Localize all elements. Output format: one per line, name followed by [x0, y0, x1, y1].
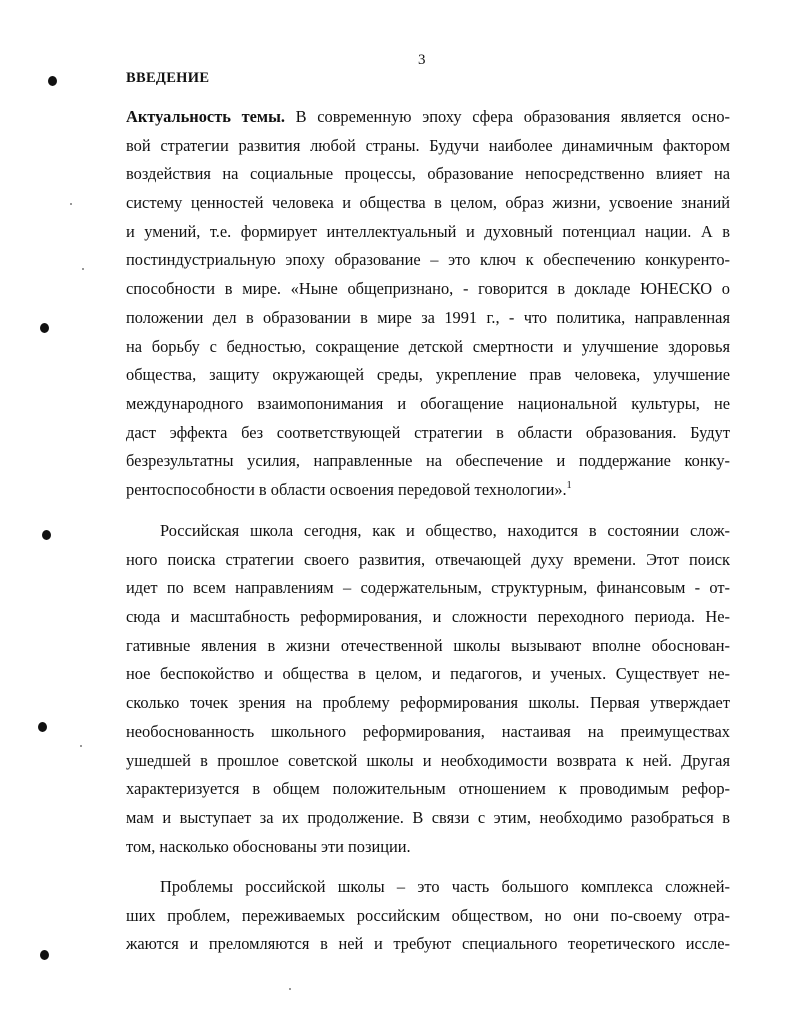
text-line: сколько точек зрения на проблему реформирования школы. Первая утверждает: [126, 693, 730, 713]
punch-hole: [42, 530, 51, 540]
text-line: сюда и масштабность реформирования, и сложности переходного периода. Не-: [126, 607, 730, 627]
text-line: жаются и преломляются в ней и требуют специального теоретического иссле-: [126, 934, 730, 954]
text-line: ное беспокойство и общества в целом, и педагогов, и ученых. Существует не-: [126, 664, 730, 684]
paragraph-relevance: [126, 103, 730, 505]
text-line: характеризуется в общем положительным отношением к проводимым рефор-: [126, 779, 730, 799]
text-line: безрезультатны усилия, направленные на обеспечение и поддержание конку-: [126, 451, 730, 471]
text-line: Актуальность темы. В современную эпоху сфера образования является осно-: [126, 107, 731, 126]
text-line: общества, защиту окружающей среды, укрепление прав человека, улучшение: [126, 365, 730, 385]
text-line: способности в мире. «Ныне общепризнано, - говорится в докладе ЮНЕСКО о: [126, 279, 730, 299]
punch-hole: [38, 722, 47, 732]
text-line: ного поиска стратегии своего развития, отвечающей духу времени. Этот поиск: [126, 549, 730, 569]
paragraph-russian-school: [126, 517, 730, 861]
page-number: 3: [418, 52, 426, 68]
text-line: ушедшей в прошлое советской школы и необходимости возврата к ней. Другая: [126, 750, 730, 770]
scan-speck: [80, 745, 82, 747]
footnote-ref: 1: [566, 479, 572, 491]
scan-speck: [289, 988, 291, 990]
scan-speck: [82, 268, 84, 270]
text-line: мам и выступает за их продолжение. В связи с этим, необходимо разобраться в: [126, 807, 730, 827]
text-line: и умений, т.е. формирует интеллектуальный и духовный потенциал нации. А в: [126, 221, 730, 241]
text-line: вой стратегии развития любой страны. Будучи наиболее динамичным фактором: [126, 135, 730, 155]
paragraph-lead: Актуальность темы.: [126, 107, 285, 126]
punch-hole: [40, 323, 49, 333]
scan-speck: [70, 203, 72, 205]
text-line: ших проблем, переживаемых российским обществом, но они по-своему отра-: [126, 905, 730, 925]
paragraph-school-problems: [126, 873, 730, 959]
text-line: рентоспособности в области освоения передовой технологии».$^1$: [126, 479, 572, 499]
text-line: на борьбу с бедностью, сокращение детской смертности и улучшение здоровья: [126, 336, 730, 356]
text-line: идет по всем направлениям – содержательным, структурным, финансовым - от-: [126, 578, 730, 598]
text-line: необоснованность школьного реформирования, настаивая на преимуществах: [126, 721, 730, 741]
text-line: Проблемы российской школы – это часть большого комплекса сложней-: [160, 877, 730, 896]
text-line: даст эффекта без соответствующей стратегии в области образования. Будут: [126, 422, 730, 442]
text-line: постиндустриальную эпоху образование – это ключ к обеспечению конкуренто-: [126, 250, 730, 270]
text-line: систему ценностей человека и общества в целом, образ жизни, усвоение знаний: [126, 193, 730, 213]
text-line: воздействия на социальные процессы, образование непосредственно влияет на: [126, 164, 730, 184]
text-line: гативные явления в жизни отечественной школы вызывают вполне обоснован-: [126, 635, 730, 655]
text-line: международного взаимопонимания и обогащение национальной культуры, не: [126, 393, 730, 413]
punch-hole: [48, 76, 57, 86]
text-line: том, насколько обоснованы эти позиции.: [126, 836, 411, 856]
text-line: Российская школа сегодня, как и общество, находится в состоянии слож-: [160, 521, 730, 540]
section-heading: ВВЕДЕНИЕ: [126, 70, 210, 86]
text-line: положении дел в образовании в мире за 1991 г., - что политика, направленная: [126, 307, 730, 327]
punch-hole: [40, 950, 49, 960]
